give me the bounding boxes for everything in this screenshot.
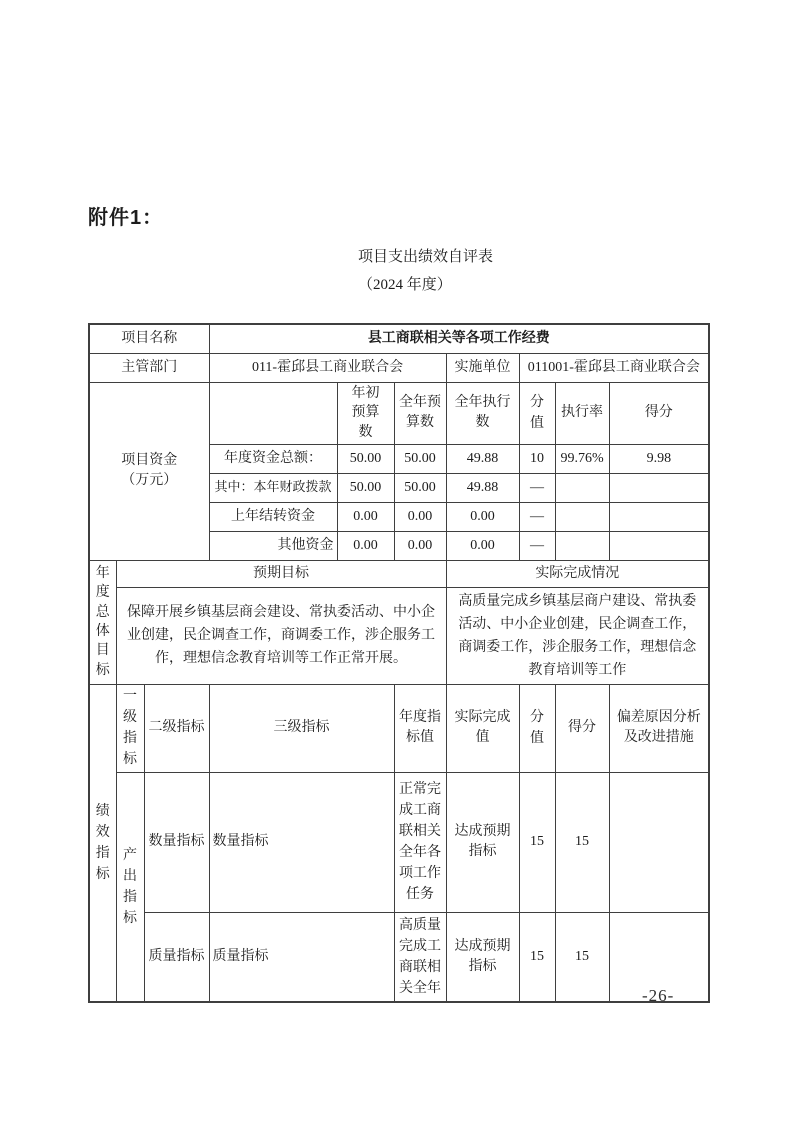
- funds-row-label: 其中：本年财政拨款: [209, 473, 337, 502]
- indicators-header-level1: 一级指标: [116, 684, 144, 772]
- funds-rate: [555, 473, 609, 502]
- indicators-section-label: 绩效指标: [89, 684, 116, 1002]
- funds-rate: 99.76%: [555, 444, 609, 473]
- page-number: -26-: [642, 986, 675, 1005]
- indicator-group-label: 产出指标: [116, 772, 144, 1002]
- funds-blank-cell: [209, 382, 337, 444]
- funds-header-rate: 执行率: [555, 382, 609, 444]
- funds-score: [609, 531, 709, 560]
- funds-weight: —: [519, 502, 555, 531]
- funds-executed: 0.00: [446, 502, 519, 531]
- funds-score: [609, 502, 709, 531]
- funds-row-label: 年度资金总额：: [209, 444, 337, 473]
- indicator-score: 15: [555, 912, 609, 1002]
- dept-label: 主管部门: [89, 353, 209, 382]
- indicator-row-quantity: [89, 772, 709, 912]
- funds-executed: 49.88: [446, 444, 519, 473]
- indicators-header-score: 得分: [555, 684, 609, 772]
- expected-goal-text: 保障开展乡镇基层商会建设、常执委活动、中小企业创建，民企调查工作，商调委工作，涉企服务工作，理想信念教育培训等工作正常开展。: [116, 587, 446, 684]
- project-name-value: 县工商联相关等各项工作经费: [209, 324, 709, 353]
- funds-weight: —: [519, 473, 555, 502]
- indicator-weight: 15: [519, 772, 555, 912]
- goal-header-row: [89, 560, 709, 587]
- funds-executed: 49.88: [446, 473, 519, 502]
- funds-executed: 0.00: [446, 531, 519, 560]
- funds-score: [609, 473, 709, 502]
- funds-initial: 50.00: [337, 473, 394, 502]
- document-title: 项目支出绩效自评表: [358, 249, 494, 265]
- indicator-deviation: [609, 772, 709, 912]
- funds-annual: 50.00: [394, 473, 446, 502]
- funds-weight: 10: [519, 444, 555, 473]
- indicators-header-level3: 三级指标: [209, 684, 394, 772]
- self-evaluation-table: [88, 323, 710, 1003]
- indicator-level3: 质量指标: [209, 912, 394, 1002]
- funds-weight: —: [519, 531, 555, 560]
- indicator-actual: 达成预期指标: [446, 912, 519, 1002]
- funds-section-label: 项目资金 （万元）: [89, 382, 209, 560]
- actual-goal-text: 高质量完成乡镇基层商户建设、常执委活动、中小企业创建，民企调查工作，商调委工作，涉企服务工作，理想信念教育培训等工作: [446, 587, 709, 684]
- indicators-header-target: 年度指标值: [394, 684, 446, 772]
- indicator-level2: 数量指标: [144, 772, 209, 912]
- indicator-actual: 达成预期指标: [446, 772, 519, 912]
- funds-annual: 0.00: [394, 531, 446, 560]
- funds-rate: [555, 531, 609, 560]
- expected-goal-header: 预期目标: [116, 560, 446, 587]
- indicator-score: 15: [555, 772, 609, 912]
- indicators-header-actual: 实际完成值: [446, 684, 519, 772]
- attachment-label: 附件1：: [88, 207, 164, 229]
- funds-header-initial: 年初预算数: [337, 382, 394, 444]
- funds-annual: 50.00: [394, 444, 446, 473]
- funds-row-label: 其他资金: [209, 531, 337, 560]
- department-row: [89, 353, 709, 382]
- goal-content-row: [89, 587, 709, 684]
- funds-initial: 0.00: [337, 531, 394, 560]
- indicators-header-level2: 二级指标: [144, 684, 209, 772]
- funds-annual: 0.00: [394, 502, 446, 531]
- indicators-header-row: [89, 684, 709, 772]
- funds-score: 9.98: [609, 444, 709, 473]
- funds-rate: [555, 502, 609, 531]
- indicator-row-quality: [89, 912, 709, 1002]
- funds-header-annual: 全年预算数: [394, 382, 446, 444]
- indicator-weight: 15: [519, 912, 555, 1002]
- project-name-label: 项目名称: [89, 324, 209, 353]
- title-block: [358, 243, 493, 299]
- dept-value: 011-霍邱县工商业联合会: [209, 353, 446, 382]
- funds-initial: 50.00: [337, 444, 394, 473]
- indicator-target: 正常完成工商联相关全年各项工作任务: [394, 772, 446, 912]
- funds-header-score: 得分: [609, 382, 709, 444]
- annual-goal-label: 年度总体目标: [89, 560, 116, 684]
- funds-header-executed: 全年执行数: [446, 382, 519, 444]
- project-name-row: [89, 324, 709, 353]
- indicator-level2: 质量指标: [144, 912, 209, 1002]
- impl-value: 011001-霍邱县工商业联合会: [519, 353, 709, 382]
- actual-goal-header: 实际完成情况: [446, 560, 709, 587]
- funds-row-label: 上年结转资金: [209, 502, 337, 531]
- funds-header-weight: 分值: [519, 382, 555, 444]
- document-subtitle: （2024 年度）: [358, 277, 452, 293]
- indicators-header-weight: 分值: [519, 684, 555, 772]
- funds-initial: 0.00: [337, 502, 394, 531]
- impl-label: 实施单位: [446, 353, 519, 382]
- indicators-header-deviation: 偏差原因分析及改进措施: [609, 684, 709, 772]
- indicator-level3: 数量指标: [209, 772, 394, 912]
- indicator-target: 高质量完成工商联相关全年: [394, 912, 446, 1002]
- funds-header-row: [89, 382, 709, 444]
